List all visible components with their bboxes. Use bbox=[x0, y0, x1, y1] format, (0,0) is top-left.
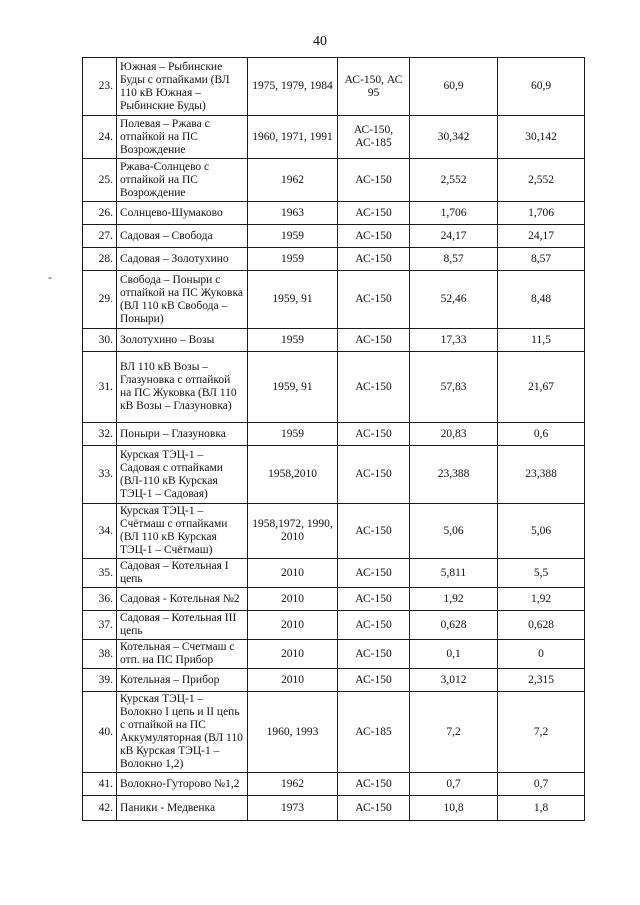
length-total: 23,388 bbox=[410, 446, 498, 504]
length-total: 5,06 bbox=[410, 504, 498, 559]
line-name: Котельная – Прибор bbox=[117, 669, 248, 692]
length-total: 17,33 bbox=[410, 329, 498, 352]
table-row bbox=[83, 692, 585, 773]
commission-years: 1959 bbox=[248, 329, 338, 352]
wire-type: АС-150 bbox=[338, 248, 410, 271]
line-name: Ржава-Солнцево с отпайкой на ПС Возрождение bbox=[117, 159, 248, 202]
table-body bbox=[83, 58, 585, 821]
length-total: 0,1 bbox=[410, 640, 498, 669]
commission-years: 2010 bbox=[248, 640, 338, 669]
row-number: 24. bbox=[83, 116, 117, 159]
table-row bbox=[83, 504, 585, 559]
length-total: 0,628 bbox=[410, 611, 498, 640]
wire-type: АС-150 bbox=[338, 271, 410, 329]
line-name: Садовая – Золотухино bbox=[117, 248, 248, 271]
commission-years: 1959, 91 bbox=[248, 271, 338, 329]
line-name: Полевая – Ржава с отпайкой на ПС Возрождение bbox=[117, 116, 248, 159]
length-owned: 60,9 bbox=[498, 58, 585, 116]
commission-years: 1959 bbox=[248, 225, 338, 248]
row-number: 38. bbox=[83, 640, 117, 669]
row-number: 37. bbox=[83, 611, 117, 640]
wire-type: АС-150 bbox=[338, 352, 410, 423]
wire-type: АС-150 bbox=[338, 504, 410, 559]
line-name: Волокно-Гуторово №1,2 bbox=[117, 773, 248, 796]
length-total: 5,811 bbox=[410, 559, 498, 588]
commission-years: 1962 bbox=[248, 159, 338, 202]
commission-years: 1960, 1993 bbox=[248, 692, 338, 773]
commission-years: 1973 bbox=[248, 796, 338, 821]
length-owned: 0,6 bbox=[498, 423, 585, 446]
wire-type: АС-150 bbox=[338, 796, 410, 821]
length-owned: 24,17 bbox=[498, 225, 585, 248]
length-total: 7,2 bbox=[410, 692, 498, 773]
wire-type: АС-150 bbox=[338, 225, 410, 248]
length-total: 0,7 bbox=[410, 773, 498, 796]
wire-type: АС-150 bbox=[338, 423, 410, 446]
row-number: 40. bbox=[83, 692, 117, 773]
table-row bbox=[83, 271, 585, 329]
length-owned: 23,388 bbox=[498, 446, 585, 504]
table-row bbox=[83, 423, 585, 446]
table-row bbox=[83, 225, 585, 248]
line-name: Садовая – Котельная III цепь bbox=[117, 611, 248, 640]
wire-type: АС-150 bbox=[338, 669, 410, 692]
wire-type: АС-150, АС-185 bbox=[338, 116, 410, 159]
page-number: 40 bbox=[313, 34, 327, 49]
line-name: Садовая – Котельная I цепь bbox=[117, 559, 248, 588]
wire-type: АС-150 bbox=[338, 773, 410, 796]
row-number: 25. bbox=[83, 159, 117, 202]
wire-type: АС-150 bbox=[338, 611, 410, 640]
table-row bbox=[83, 159, 585, 202]
commission-years: 1975, 1979, 1984 bbox=[248, 58, 338, 116]
wire-type: АС-150 bbox=[338, 329, 410, 352]
row-number: 39. bbox=[83, 669, 117, 692]
commission-years: 1958,1972, 1990, 2010 bbox=[248, 504, 338, 559]
line-name: Курская ТЭЦ-1 – Садовая с отпайками (ВЛ-110 кВ Курская ТЭЦ-1 – Садовая) bbox=[117, 446, 248, 504]
length-owned: 2,552 bbox=[498, 159, 585, 202]
row-number: 41. bbox=[83, 773, 117, 796]
wire-type: АС-150, АС 95 bbox=[338, 58, 410, 116]
length-total: 3,012 bbox=[410, 669, 498, 692]
length-owned: 7,2 bbox=[498, 692, 585, 773]
row-number: 35. bbox=[83, 559, 117, 588]
row-number: 28. bbox=[83, 248, 117, 271]
length-owned: 5,06 bbox=[498, 504, 585, 559]
commission-years: 1959, 91 bbox=[248, 352, 338, 423]
line-name: Поныри – Глазуновка bbox=[117, 423, 248, 446]
table-row bbox=[83, 796, 585, 821]
table-row bbox=[83, 202, 585, 225]
length-owned: 2,315 bbox=[498, 669, 585, 692]
length-owned: 1,706 bbox=[498, 202, 585, 225]
table-row bbox=[83, 611, 585, 640]
row-number: 27. bbox=[83, 225, 117, 248]
wire-type: АС-150 bbox=[338, 159, 410, 202]
line-name: Котельная – Счетмаш с отп. на ПС Прибор bbox=[117, 640, 248, 669]
table-row bbox=[83, 640, 585, 669]
wire-type: АС-150 bbox=[338, 446, 410, 504]
length-total: 2,552 bbox=[410, 159, 498, 202]
length-owned: 0,628 bbox=[498, 611, 585, 640]
commission-years: 1962 bbox=[248, 773, 338, 796]
length-total: 52,46 bbox=[410, 271, 498, 329]
line-name: Солнцево-Шумаково bbox=[117, 202, 248, 225]
length-total: 1,706 bbox=[410, 202, 498, 225]
line-name: Курская ТЭЦ-1 – Волокно I цепь и II цепь с отпайкой на ПС Аккумуляторная (ВЛ 110 кВ Курская ТЭЦ-1 – Волокно 1,2) bbox=[117, 692, 248, 773]
line-name: Садовая – Свобода bbox=[117, 225, 248, 248]
wire-type: АС-150 bbox=[338, 202, 410, 225]
length-total: 24,17 bbox=[410, 225, 498, 248]
table-row bbox=[83, 116, 585, 159]
row-number: 30. bbox=[83, 329, 117, 352]
wire-type: АС-150 bbox=[338, 559, 410, 588]
line-name: ВЛ 110 кВ Возы – Глазуновка с отпайкой на ПС Жуковка (ВЛ 110 кВ Возы – Глазуновка) bbox=[117, 352, 248, 423]
row-number: 29. bbox=[83, 271, 117, 329]
table-row bbox=[83, 446, 585, 504]
length-owned: 1,92 bbox=[498, 588, 585, 611]
wire-type: АС-150 bbox=[338, 588, 410, 611]
row-number: 33. bbox=[83, 446, 117, 504]
commission-years: 1959 bbox=[248, 423, 338, 446]
line-name: Паники - Медвенка bbox=[117, 796, 248, 821]
commission-years: 2010 bbox=[248, 669, 338, 692]
length-total: 57,83 bbox=[410, 352, 498, 423]
row-number: 32. bbox=[83, 423, 117, 446]
length-owned: 0,7 bbox=[498, 773, 585, 796]
line-name: Садовая - Котельная №2 bbox=[117, 588, 248, 611]
length-owned: 0 bbox=[498, 640, 585, 669]
commission-years: 1963 bbox=[248, 202, 338, 225]
table-row bbox=[83, 559, 585, 588]
row-number: 26. bbox=[83, 202, 117, 225]
commission-years: 2010 bbox=[248, 588, 338, 611]
row-number: 23. bbox=[83, 58, 117, 116]
length-owned: 30,142 bbox=[498, 116, 585, 159]
table-row bbox=[83, 329, 585, 352]
length-owned: 8,48 bbox=[498, 271, 585, 329]
stray-mark: - bbox=[48, 270, 52, 284]
line-name: Золотухино – Возы bbox=[117, 329, 248, 352]
table-row bbox=[83, 773, 585, 796]
table-row bbox=[83, 669, 585, 692]
commission-years: 2010 bbox=[248, 611, 338, 640]
wire-type: АС-150 bbox=[338, 640, 410, 669]
table-row bbox=[83, 58, 585, 116]
table-row bbox=[83, 248, 585, 271]
line-name: Курская ТЭЦ-1 – Счётмаш с отпайками (ВЛ 110 кВ Курская ТЭЦ-1 – Счётмаш) bbox=[117, 504, 248, 559]
row-number: 31. bbox=[83, 352, 117, 423]
length-total: 8,57 bbox=[410, 248, 498, 271]
table-row bbox=[83, 352, 585, 423]
power-lines-table bbox=[82, 57, 585, 821]
length-total: 30,342 bbox=[410, 116, 498, 159]
length-owned: 21,67 bbox=[498, 352, 585, 423]
commission-years: 2010 bbox=[248, 559, 338, 588]
length-total: 10,8 bbox=[410, 796, 498, 821]
length-owned: 8,57 bbox=[498, 248, 585, 271]
length-owned: 1,8 bbox=[498, 796, 585, 821]
length-total: 20,83 bbox=[410, 423, 498, 446]
row-number: 36. bbox=[83, 588, 117, 611]
commission-years: 1960, 1971, 1991 bbox=[248, 116, 338, 159]
row-number: 42. bbox=[83, 796, 117, 821]
commission-years: 1959 bbox=[248, 248, 338, 271]
length-total: 60,9 bbox=[410, 58, 498, 116]
line-name: Южная – Рыбинские Буды с отпайками (ВЛ 110 кВ Южная – Рыбинские Буды) bbox=[117, 58, 248, 116]
length-total: 1,92 bbox=[410, 588, 498, 611]
length-owned: 11,5 bbox=[498, 329, 585, 352]
line-name: Свобода – Поныри с отпайкой на ПС Жуковка (ВЛ 110 кВ Свобода – Поныри) bbox=[117, 271, 248, 329]
table-row bbox=[83, 588, 585, 611]
wire-type: АС-185 bbox=[338, 692, 410, 773]
length-owned: 5,5 bbox=[498, 559, 585, 588]
commission-years: 1958,2010 bbox=[248, 446, 338, 504]
row-number: 34. bbox=[83, 504, 117, 559]
